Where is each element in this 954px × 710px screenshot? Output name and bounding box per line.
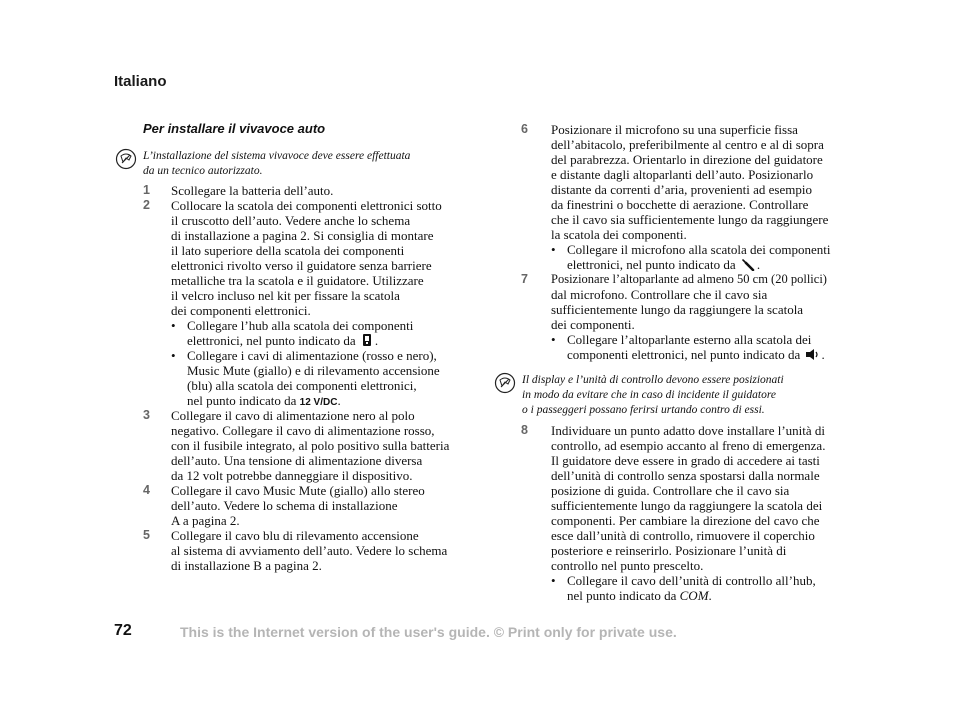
text-line: dell’abitacolo, preferibilmente al centro e al di sopra — [551, 137, 824, 152]
sentence-end: . — [337, 393, 341, 408]
text-line: Individuare un punto adatto dove installare l’unità di — [551, 423, 826, 438]
text-line: sufficientemente lungo da raggiungere la scatola dei — [551, 498, 823, 513]
sentence-end: . — [821, 347, 825, 362]
step-8-text — [551, 423, 825, 603]
text-line: Collegare i cavi di alimentazione (rosso e nero), — [187, 348, 437, 363]
step-2-text — [171, 198, 442, 410]
page-language-header: Italiano — [114, 73, 167, 90]
note-line: da un tecnico autorizzato. — [143, 165, 263, 177]
text-line: dell’auto. Vedere lo schema di installazione — [171, 498, 398, 513]
text-line: Collegare il cavo dell’unità di controllo all’hub, — [567, 573, 816, 588]
step-5-text — [171, 528, 447, 573]
step-4-text — [171, 483, 425, 528]
text-line: posizione di guida. Controllare che il cavo sia — [551, 483, 790, 498]
page-number: 72 — [114, 622, 132, 639]
step-7-text — [551, 272, 827, 362]
text-line: distante da correnti d’aria, provenienti ad esempio — [551, 182, 812, 197]
text-line: il lato superiore della scatola dei componenti — [171, 243, 405, 258]
sentence-end: . — [374, 333, 379, 348]
com-label: COM — [679, 588, 709, 603]
voltage-label: 12 V/DC — [299, 397, 338, 408]
bullet-marker: • — [171, 318, 176, 333]
left-note — [143, 149, 410, 179]
step-number: 3 — [143, 408, 150, 422]
bullet-marker: • — [551, 242, 556, 257]
note-line: Il display e l’unità di controllo devono essere posizionati — [522, 374, 784, 386]
text-line: Posizionare il microfono su una superficie fissa — [551, 122, 798, 137]
step-number: 6 — [521, 122, 528, 136]
text-line: elettronici, nel punto indicato da — [187, 333, 356, 348]
text-line: al sistema di avviamento dell’auto. Vedere lo schema — [171, 543, 448, 558]
section-title: Per installare il vivavoce auto — [143, 121, 326, 136]
text-line: Il guidatore deve essere in grado di accedere ai tasti — [551, 453, 820, 468]
note-line: o i passeggeri possano ferirsi urtando contro di essi. — [522, 404, 765, 416]
text-line: negativo. Collegare il cavo di alimentazione rosso, — [171, 423, 435, 438]
text-line: e distante dagli altoparlanti dell’auto. Posizionarlo — [551, 167, 814, 182]
sentence-end: . — [708, 588, 712, 603]
text-line: nel punto indicato da — [187, 393, 297, 408]
bullet-marker: • — [551, 332, 556, 347]
sentence-end: . — [756, 257, 761, 272]
text-line: A a pagina 2. — [171, 513, 240, 528]
text-line: Posizionare l’altoparlante ad almeno 50 cm (20 pollici) — [551, 272, 827, 286]
text-line: elettronici rivolto verso il guidatore senza barriere — [171, 258, 432, 273]
text-line: dal microfono. Controllare che il cavo sia — [551, 287, 768, 302]
text-line: controllo nel punto prescelto. — [551, 558, 704, 573]
bullet-item — [171, 318, 442, 348]
tip-icon — [494, 372, 516, 394]
bullet-marker: • — [171, 348, 176, 363]
text-line: Collegare l’altoparlante esterno alla scatola dei — [567, 332, 812, 347]
step-number: 1 — [143, 183, 150, 197]
microphone-icon — [741, 258, 755, 271]
text-line: dei componenti elettronici. — [171, 303, 311, 318]
text-line: componenti. Per cambiare la direzione del cavo che — [551, 513, 820, 528]
text-line: con il fusibile integrato, al polo positivo sulla batteria — [171, 438, 450, 453]
text-line: componenti elettronici, nel punto indicato da — [567, 347, 801, 362]
step-number: 2 — [143, 198, 150, 212]
text-line: Scollegare la batteria dell’auto. — [171, 183, 334, 198]
text-line: di installazione a pagina 2. Si consiglia di montare — [171, 228, 434, 243]
text-line: che il cavo sia sufficientemente lungo da raggiungere — [551, 212, 829, 227]
text-line: la scatola dei componenti. — [551, 227, 687, 242]
text-line: dell’auto. Una tensione di alimentazione diversa — [171, 453, 423, 468]
text-line: sufficientemente lungo da raggiungere la scatola — [551, 302, 804, 317]
bullet-item — [551, 332, 827, 362]
bullet-item — [171, 348, 442, 410]
text-line: da finestrini o bocchette di aerazione. Controllare — [551, 197, 809, 212]
text-line: metalliche tra la scatola e il guidatore. Utilizzare — [171, 273, 424, 288]
text-line: esce dall’unità di controllo, rimuovere il coperchio — [551, 528, 815, 543]
step-number: 8 — [521, 423, 528, 437]
text-line: controllo, ad esempio accanto al freno di emergenza. — [551, 438, 826, 453]
text-line: da 12 volt potrebbe danneggiare il dispositivo. — [171, 468, 413, 483]
text-line: Collegare l’hub alla scatola dei componenti — [187, 318, 414, 333]
text-line: nel punto indicato da — [567, 588, 680, 603]
hub-connector-icon — [361, 333, 373, 347]
step-number: 4 — [143, 483, 150, 497]
note-line: in modo da evitare che in caso di incidente il guidatore — [522, 389, 777, 401]
step-3-text — [171, 408, 449, 483]
text-line: Collegare il microfono alla scatola dei componenti — [567, 242, 831, 257]
step-6-text — [551, 122, 831, 272]
speaker-icon — [805, 348, 819, 361]
text-line: Collegare il cavo blu di rilevamento accensione — [171, 528, 419, 543]
text-line: posteriore e reinserirlo. Posizionare l’unità di — [551, 543, 787, 558]
step-number: 5 — [143, 528, 150, 542]
text-line: il cruscotto dell’auto. Vedere anche lo schema — [171, 213, 411, 228]
right-note — [522, 373, 784, 418]
text-line: di installazione B a pagina 2. — [171, 558, 322, 573]
text-line: dell’unità di controllo senza spostarsi dalla normale — [551, 468, 820, 483]
step-number: 7 — [521, 272, 528, 286]
step-1-text — [171, 183, 333, 198]
text-line: Collocare la scatola dei componenti elettronici sotto — [171, 198, 442, 213]
text-line: del parabrezza. Orientarlo in direzione del guidatore — [551, 152, 823, 167]
bullet-item — [551, 242, 831, 272]
tip-icon — [115, 148, 137, 170]
text-line: Music Mute (giallo) e di rilevamento accensione — [187, 363, 440, 378]
note-line: L’installazione del sistema vivavoce deve essere effettuata — [143, 150, 411, 162]
text-line: Collegare il cavo Music Mute (giallo) allo stereo — [171, 483, 425, 498]
text-line: dei componenti. — [551, 317, 635, 332]
footer-notice: This is the Internet version of the user's guide. © Print only for private use. — [180, 624, 677, 640]
text-line: elettronici, nel punto indicato da — [567, 257, 736, 272]
text-line: il velcro incluso nel kit per fissare la scatola — [171, 288, 400, 303]
bullet-item — [551, 573, 825, 603]
bullet-marker: • — [551, 573, 556, 588]
text-line: (blu) alla scatola dei componenti elettronici, — [187, 378, 417, 393]
text-line: Collegare il cavo di alimentazione nero al polo — [171, 408, 415, 423]
